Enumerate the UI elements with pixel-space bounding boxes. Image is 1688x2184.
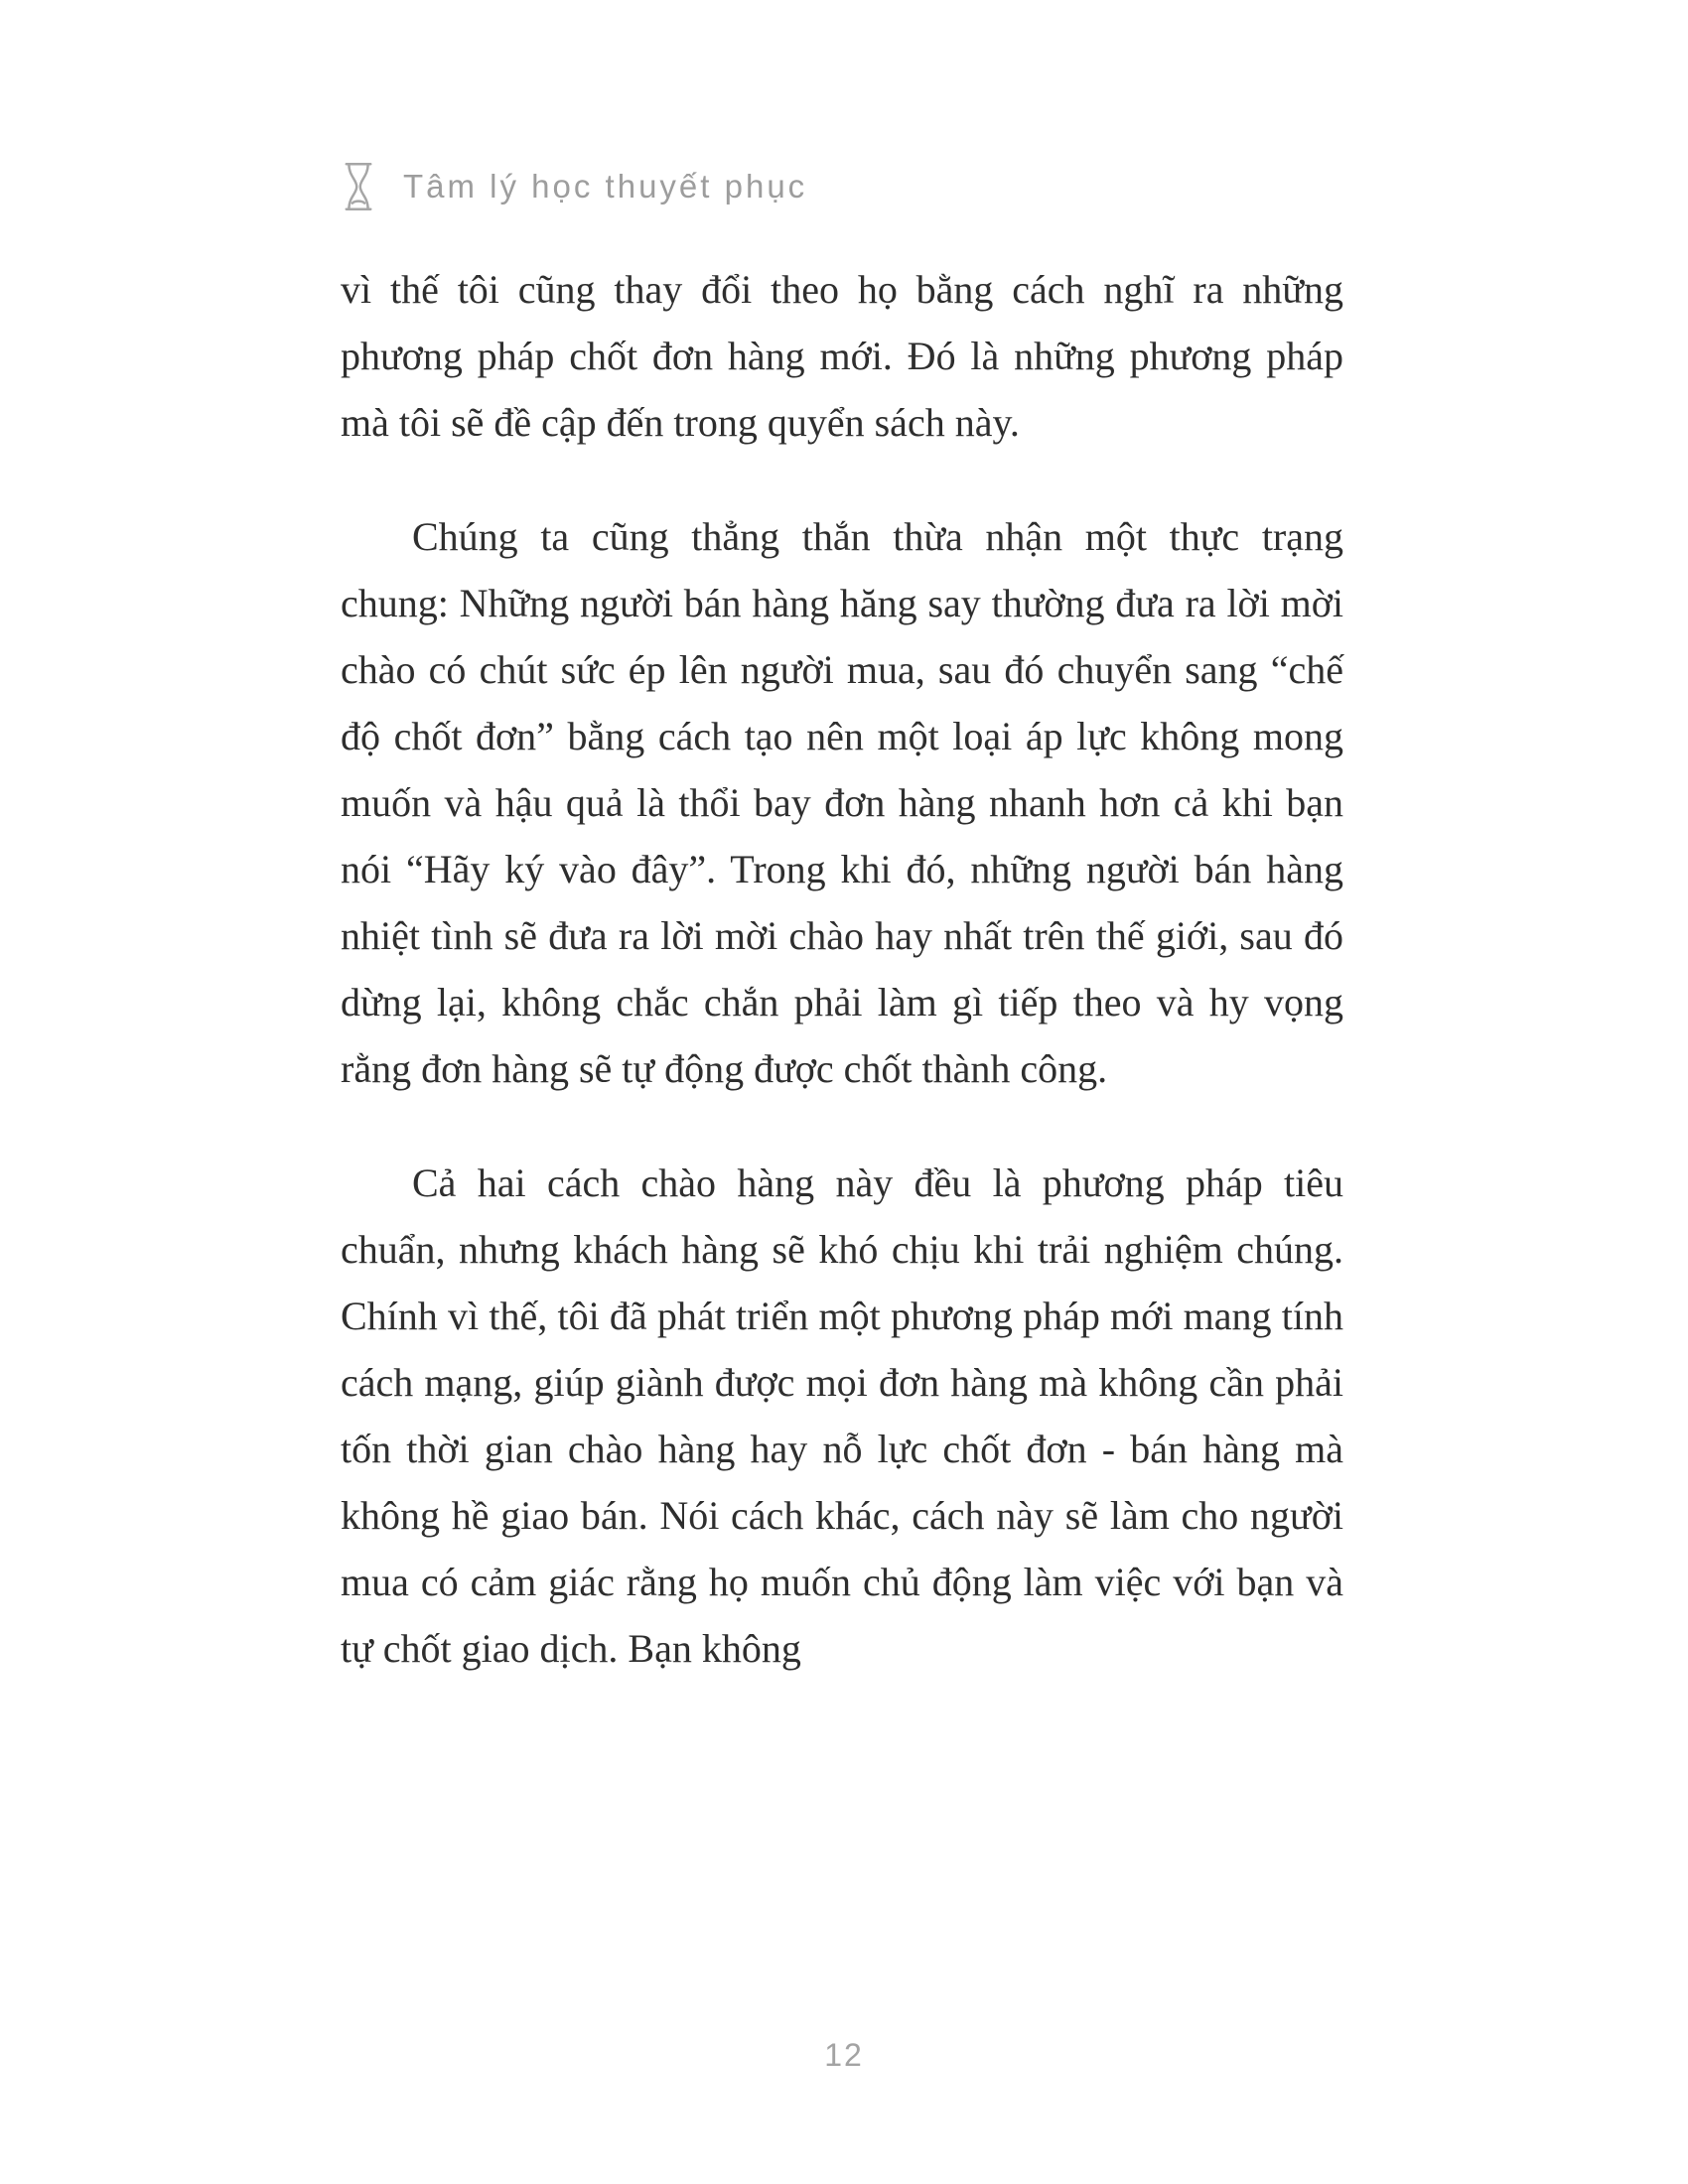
- paragraph: vì thế tôi cũng thay đổi theo họ bằng cách nghĩ ra những phương pháp chốt đơn hàng mới. Đó là những phương pháp mà tôi sẽ đề cập đến trong quyển sách này.: [341, 267, 1343, 445]
- paragraph: Cả hai cách chào hàng này đều là phương pháp tiêu chuẩn, nhưng khách hàng sẽ khó chịu khi trải nghiệm chúng. Chính vì thế, tôi đã phát triển một phương pháp mới mang tính cách mạng, giúp giành được mọi đơn hàng mà không cần phải tốn thời gian chào hàng hay nỗ lực chốt đơn - bán hàng mà không hề giao bán. Nói cách khác, cách này sẽ làm cho người mua có cảm giác rằng họ muốn chủ động làm việc với bạn và tự chốt giao dịch. Bạn không: [341, 1160, 1343, 1671]
- page-number: 12: [824, 2037, 864, 2073]
- book-title: Tâm lý học thuyết phục: [403, 168, 808, 205]
- page-body-text: [341, 256, 1343, 1729]
- hourglass-icon: [338, 159, 379, 214]
- page-header: [338, 159, 807, 214]
- paragraph: Chúng ta cũng thẳng thắn thừa nhận một thực trạng chung: Những người bán hàng hăng say thường đưa ra lời mời chào có chút sức ép lên người mua, sau đó chuyển sang “chế độ chốt đơn” bằng cách tạo nên một loại áp lực không mong muốn và hậu quả là thổi bay đơn hàng nhanh hơn cả khi bạn nói “Hãy ký vào đây”. Trong khi đó, những người bán hàng nhiệt tình sẽ đưa ra lời mời chào hay nhất trên thế giới, sau đó dừng lại, không chắc chắn phải làm gì tiếp theo và hy vọng rằng đơn hàng sẽ tự động được chốt thành công.: [341, 514, 1343, 1091]
